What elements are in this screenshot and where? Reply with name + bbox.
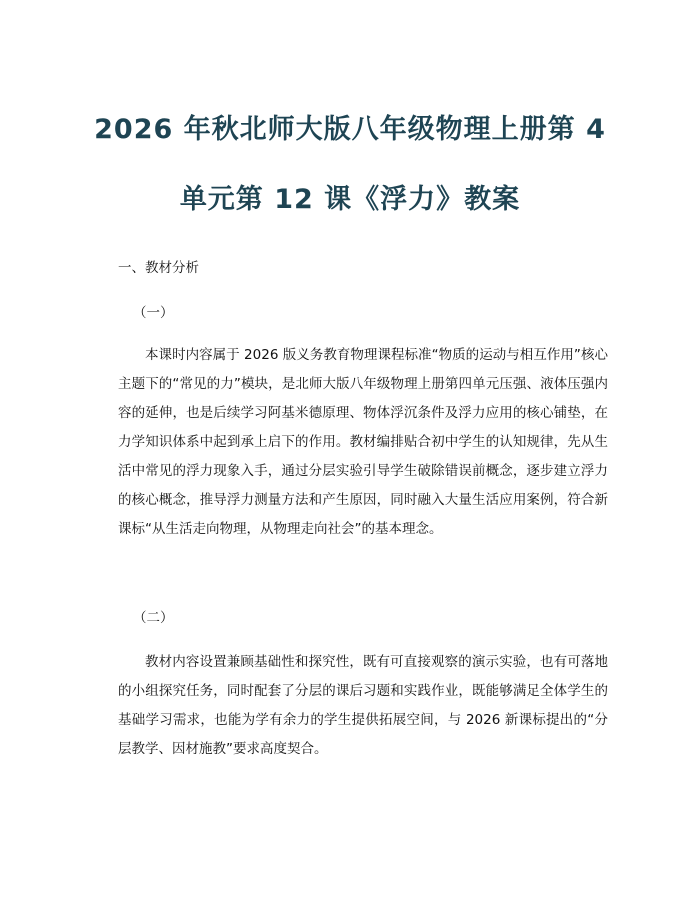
subsection-label-1: （一） bbox=[133, 305, 174, 321]
document-title-line-1: 2026 年秋北师大版八年级物理上册第 4 bbox=[94, 114, 606, 145]
section-heading-textbook-analysis: 一、教材分析 bbox=[118, 260, 199, 276]
paragraph-2: 教材内容设置兼顾基础性和探究性，既有可直接观察的演示实验，也有可落地的小组探究任务，同时配套了分层的课后习题和实践作业，既能够满足全体学生的基础学习需求，也能为学有余力的学生提供拓展空间，与 2026 新课标提出的“分层教学、因材施教”要求高度契合。 bbox=[118, 654, 608, 757]
paragraph-1: 本课时内容属于 2026 版义务教育物理课程标准“物质的运动与相互作用”核心主题下的“常见的力”模块，是北师大版八年级物理上册第四单元压强、液体压强内容的延伸，也是后续学习阿基米德原理、物体浮沉条件及浮力应用的核心铺垫，在力学知识体系中起到承上启下的作用。教材编排贴合初中学生的认知规律，先从生活中常见的浮力现象入手，通过分层实验引导学生破除错误前概念，逐步建立浮力的核心概念，推导浮力测量方法和产生原因，同时融入大量生活应用案例，符合新课标“从生活走向物理，从物理走向社会”的基本理念。 bbox=[118, 347, 608, 537]
document-title-line-2: 单元第 12 课《浮力》教案 bbox=[179, 184, 521, 215]
subsection-label-2: （二） bbox=[133, 610, 174, 626]
